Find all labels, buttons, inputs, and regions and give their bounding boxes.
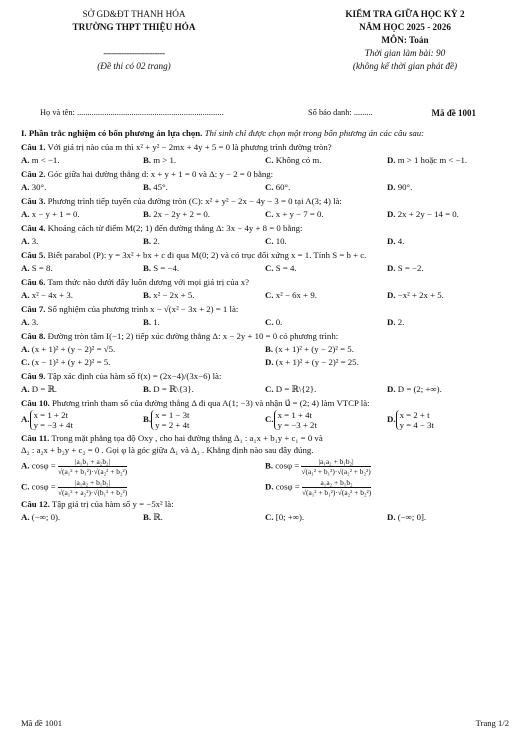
question-list	[21, 142, 509, 523]
answer-option: C. cosφ = $\frac{\text{|a₁a₂ + b₁b₂|}}{\text{√(a₁² + a₂²)·√(b₁² + b₂²)}}$	[21, 477, 128, 497]
question-text: Câu 12. Tập giá trị của hàm số y = −5x² là:	[21, 499, 174, 510]
option-letter: D.	[387, 181, 396, 192]
answer-option: B. D = ℝ\{3}.	[143, 383, 194, 394]
option-letter: A.	[21, 460, 30, 471]
option-letter: C.	[265, 289, 274, 300]
question-label: Câu 5.	[21, 250, 46, 261]
option-letter: C.	[265, 383, 274, 394]
option-letter: D.	[387, 154, 396, 165]
system-line: y = −3 + 2t	[277, 420, 317, 431]
answer-option: A. 3.	[21, 235, 39, 246]
option-letter: A.	[21, 383, 30, 394]
option-row	[21, 457, 509, 476]
option-letter: B.	[143, 262, 152, 273]
answer-option: B. 45°.	[143, 181, 168, 192]
question	[21, 331, 509, 368]
fraction-numerator: |a₁a₂ + b₁b₂|	[301, 457, 370, 467]
fraction-denominator: √(a₁² + a₂²)·√(b₁² + b₂²)	[57, 487, 128, 497]
answer-option: D. S = −2.	[387, 262, 424, 273]
system-line: x = 1 − 3t	[155, 410, 190, 421]
option-letter: B.	[143, 383, 152, 394]
question-text: Câu 9. Tập xác định của hàm số f(x) = (2x−4)/(3x−6) là:	[21, 370, 222, 381]
question-text: Câu 2. Góc giữa hai đường thẳng d: x + y + 1 = 0 và Δ: y − 2 = 0 bằng:	[21, 169, 274, 180]
option-row	[21, 384, 509, 396]
name-field: Họ và tên: ......................................................................	[40, 108, 224, 117]
option-letter: A.	[21, 262, 30, 273]
question-text: Câu 6. Tam thức nào dưới đây luôn dương với mọi giá trị của x?	[21, 277, 250, 288]
answer-option: B. cosφ = $\frac{\text{|a₁a₂ + b₁b₂|}}{\text{√(a₁² + b₁²)·√(a₂² + b₂²)}}$	[265, 457, 371, 477]
option-letter: D.	[387, 235, 396, 246]
answer-option: B. m > 1.	[143, 154, 177, 165]
time-note: (không kể thời gian phát đề)	[352, 61, 458, 71]
question	[21, 433, 509, 497]
option-letter: A.	[21, 154, 30, 165]
question-text: Câu 4. Khoảng cách từ điểm M(2; 1) đến đường thẳng Δ: 3x − 4y + 8 = 0 bằng:	[21, 223, 303, 234]
answer-option	[143, 410, 265, 430]
department-name: SỞ GD&ĐT THANH HÓA	[82, 9, 186, 19]
option-letter: B.	[265, 343, 274, 354]
answer-option: B. 1.	[143, 316, 160, 327]
option-letter: A.	[21, 512, 30, 522]
option-row	[21, 290, 509, 302]
option-row	[21, 182, 509, 194]
answer-option: A. x − y + 1 = 0.	[21, 208, 80, 219]
question-label: Câu 3.	[21, 196, 46, 207]
option-letter: D.	[387, 289, 396, 300]
option-row	[21, 357, 509, 369]
question	[21, 499, 509, 523]
option-letter: A.	[21, 235, 30, 246]
option-row	[21, 155, 509, 167]
option-letter: C.	[21, 356, 30, 367]
exam-header	[0, 0, 526, 116]
formula-fraction	[301, 457, 370, 476]
answer-option: C. x² − 6x + 9.	[265, 289, 317, 300]
question-label: Câu 12.	[21, 499, 50, 510]
option-letter: A.	[21, 316, 30, 327]
question	[21, 169, 509, 193]
answer-option: C. Không có m.	[265, 154, 322, 165]
option-row	[21, 410, 509, 430]
answer-option: D. m > 1 hoặc m < −1.	[387, 154, 468, 165]
option-letter: C.	[265, 154, 274, 165]
answer-option: B. 2x − 2y + 2 = 0.	[143, 208, 210, 219]
option-letter: D.	[265, 356, 274, 367]
subject: MÔN: Toán	[381, 35, 429, 45]
option-letter: C.	[265, 316, 274, 327]
option-row	[21, 209, 509, 221]
option-letter: B.	[143, 154, 152, 165]
fraction-numerator: |a₁a₂ + b₁b₂|	[58, 478, 127, 488]
option-letter: C.	[265, 181, 274, 192]
option-letter: D.	[387, 414, 396, 425]
option-row	[21, 263, 509, 275]
question	[21, 277, 509, 301]
question-label: Câu 1.	[21, 142, 46, 153]
question-label: Câu 2.	[21, 169, 46, 180]
question-text: Câu 11. Trong mặt phẳng tọa độ Oxy , cho hai đường thẳng Δ₁ : a₁x + b₁y + c₁ = 0 và	[21, 433, 323, 444]
question-text: Câu 3. Phương trình tiếp tuyến của đường tròn (C): x² + y² − 2x − 4y − 3 = 0 tại A(3; 4) là:	[21, 196, 342, 207]
equation-system	[396, 410, 434, 430]
section-title: I. Phần trắc nghiệm có bốn phương án lựa chọn.	[21, 128, 203, 138]
pages-note: (Đề thi có 02 trang)	[97, 61, 171, 71]
answer-option: C. 0.	[265, 316, 283, 327]
question	[21, 371, 509, 395]
system-line: y = 2 + 4t	[155, 420, 190, 431]
equation-system	[151, 410, 189, 430]
system-line: y = 4 − 3t	[399, 420, 434, 431]
exam-code: Mã đề 1001	[431, 108, 476, 118]
question-label: Câu 6.	[21, 277, 46, 288]
answer-option: B. 2.	[143, 235, 160, 246]
answer-option: C. 10.	[265, 235, 287, 246]
header-left	[18, 8, 250, 73]
option-letter: C.	[265, 512, 274, 522]
question-label: Câu 11.	[21, 433, 50, 444]
option-letter: A.	[21, 343, 30, 354]
option-letter: C.	[21, 481, 30, 492]
option-letter: B.	[143, 235, 152, 246]
formula-fraction	[58, 478, 127, 497]
question	[21, 196, 509, 220]
system-line: x = 1 + 4t	[277, 410, 312, 421]
option-letter: B.	[143, 512, 152, 522]
fraction-denominator: √(a₁² + b₁²)·√(a₂² + b₂²)	[57, 467, 128, 477]
answer-option	[265, 410, 387, 430]
answer-option: A. 30°.	[21, 181, 47, 192]
option-letter: A.	[21, 208, 30, 219]
option-letter: A.	[21, 289, 30, 300]
option-row	[21, 344, 509, 356]
answer-option	[21, 410, 143, 430]
answer-option: D. (−∞; 0].	[387, 512, 427, 522]
exam-content	[21, 128, 509, 524]
question-label: Câu 4.	[21, 223, 46, 234]
option-letter: B.	[143, 414, 152, 425]
question-text-continued: Δ₂ : a₂x + b₂y + c₂ = 0 . Gọi φ là góc giữa Δ₁ và Δ₂ . Khẳng định nào sau đây đúng.	[21, 444, 314, 455]
option-letter: C.	[265, 235, 274, 246]
answer-option: A. cosφ = $\frac{\text{|a₁b₁ + a₂b₂|}}{\text{√(a₁² + b₁²)·√(a₂² + b₂²)}}$	[21, 457, 128, 477]
option-letter: B.	[143, 289, 152, 300]
answer-option: D. 90°.	[387, 181, 413, 192]
question-text: Câu 7. Số nghiệm của phương trình x − √(x² − 3x + 2) = 1 là:	[21, 304, 239, 314]
question	[21, 142, 509, 166]
option-letter: C.	[265, 414, 274, 425]
option-letter: B.	[143, 208, 152, 219]
fraction-numerator: |a₁b₁ + a₂b₂|	[58, 457, 127, 467]
option-letter: A.	[21, 414, 30, 425]
time-limit: Thời gian làm bài: 90	[364, 48, 446, 58]
option-letter: D.	[387, 208, 396, 219]
section-heading	[21, 128, 509, 140]
option-letter: B.	[143, 316, 152, 327]
question-text: Câu 10. Phương trình tham số của đường thẳng Δ đi qua A(1; −3) và nhận u⃗ = (2; 4) làm VTCP là:	[21, 397, 370, 408]
answer-option: B. (x + 1)² + (y − 2)² = 5.	[265, 343, 354, 354]
equation-system	[274, 410, 317, 430]
answer-option: C. 60°.	[265, 181, 291, 192]
student-info-line	[40, 108, 490, 117]
formula-fraction	[302, 478, 371, 497]
option-letter: B.	[143, 181, 152, 192]
system-line: y = −3 + 4t	[33, 420, 73, 431]
answer-option: A. (−∞; 0).	[21, 512, 61, 522]
answer-option: A. D = ℝ.	[21, 383, 57, 394]
answer-option: D. (x + 1)² + (y − 2)² = 25.	[265, 356, 359, 367]
sbd-field: Số báo danh: .........	[308, 108, 373, 117]
question-label: Câu 10.	[21, 397, 50, 408]
question-label: Câu 9.	[21, 370, 46, 381]
footer-page: Trang 1/2	[475, 718, 509, 728]
option-row	[21, 478, 509, 497]
answer-option: D. D = (2; +∞).	[387, 383, 442, 394]
question-label: Câu 8.	[21, 330, 46, 341]
answer-option: A. S = 8.	[21, 262, 53, 273]
answer-option: A. (x + 1)² + (y − 2)² = √5.	[21, 343, 116, 354]
fraction-denominator: √(a₁² + b₁²)·√(a₂² + b₂²)	[301, 487, 372, 497]
section-instruction: Thí sinh chỉ được chọn một trong bốn phương án các câu sau:	[204, 128, 425, 138]
question-text: Câu 5. Biết parabol (P): y = 3x² + bx + c đi qua M(0; 2) và có trục đối xứng x = 1. Tính S = b + c.	[21, 250, 367, 261]
separator-line: ------------------------	[103, 48, 165, 58]
question	[21, 250, 509, 274]
system-line: x = 1 + 2t	[33, 410, 68, 421]
answer-option: A. x² − 4x + 3.	[21, 289, 73, 300]
answer-option: A. 3.	[21, 316, 39, 327]
question-text: Câu 1. Với giá trị nào của m thì x² + y² − 2mx + 4y + 5 = 0 là phương trình đường tròn?	[21, 142, 332, 153]
answer-option: A. m < −1.	[21, 154, 60, 165]
formula-fraction	[58, 457, 127, 476]
page-footer	[21, 718, 509, 728]
answer-option: D. 2.	[387, 316, 405, 327]
answer-option: B. x² − 2x + 5.	[143, 289, 195, 300]
question	[21, 304, 509, 328]
option-letter: C.	[265, 262, 274, 273]
fraction-denominator: √(a₁² + b₁²)·√(a₂² + b₂²)	[301, 467, 371, 477]
answer-option: D. cosφ = $\frac{\text{a₁a₂ + b₁b₂}}{\text{√(a₁² + b₁²)·√(a₂² + b₂²)}}$	[265, 477, 372, 497]
answer-option: C. (x − 1)² + (y + 2)² = 5.	[21, 356, 111, 367]
answer-option: C. x + y − 7 = 0.	[265, 208, 324, 219]
equation-system	[30, 410, 73, 430]
answer-option: C. S = 4.	[265, 262, 297, 273]
header-right	[300, 8, 510, 73]
answer-option: C. [0; +∞).	[265, 512, 305, 522]
option-row	[21, 317, 509, 329]
system-line: x = 2 + t	[399, 410, 430, 421]
answer-option: D. −x² + 2x + 5.	[387, 289, 444, 300]
fraction-numerator: a₁a₂ + b₁b₂	[302, 478, 371, 488]
option-letter: C.	[265, 208, 274, 219]
question	[21, 223, 509, 247]
question-text: Câu 8. Đường tròn tâm I(−1; 2) tiếp xúc đường thẳng Δ: x − 2y + 10 = 0 có phương trình:	[21, 330, 339, 341]
answer-option: C. D = ℝ\{2}.	[265, 383, 317, 394]
option-letter: D.	[387, 512, 396, 522]
option-letter: A.	[21, 181, 30, 192]
option-letter: D.	[387, 262, 396, 273]
answer-option	[387, 410, 509, 430]
answer-option: D. 2x + 2y − 14 = 0.	[387, 208, 459, 219]
question	[21, 398, 509, 431]
school-year: NĂM HỌC 2025 - 2026	[359, 22, 451, 32]
option-letter: D.	[387, 383, 396, 394]
option-letter: B.	[265, 460, 274, 471]
question-label: Câu 7.	[21, 304, 46, 314]
footer-code: Mã đề 1001	[21, 718, 63, 728]
answer-option: D. 4.	[387, 235, 405, 246]
school-name: TRƯỜNG THPT THIỆU HÓA	[72, 22, 196, 32]
option-row	[21, 236, 509, 248]
answer-option: B. ℝ.	[143, 512, 163, 522]
exam-title: KIỂM TRA GIỮA HỌC KỲ 2	[345, 9, 465, 19]
option-letter: D.	[387, 316, 396, 327]
option-letter: D.	[265, 481, 274, 492]
answer-option: B. S = −4.	[143, 262, 180, 273]
option-row	[21, 512, 509, 524]
